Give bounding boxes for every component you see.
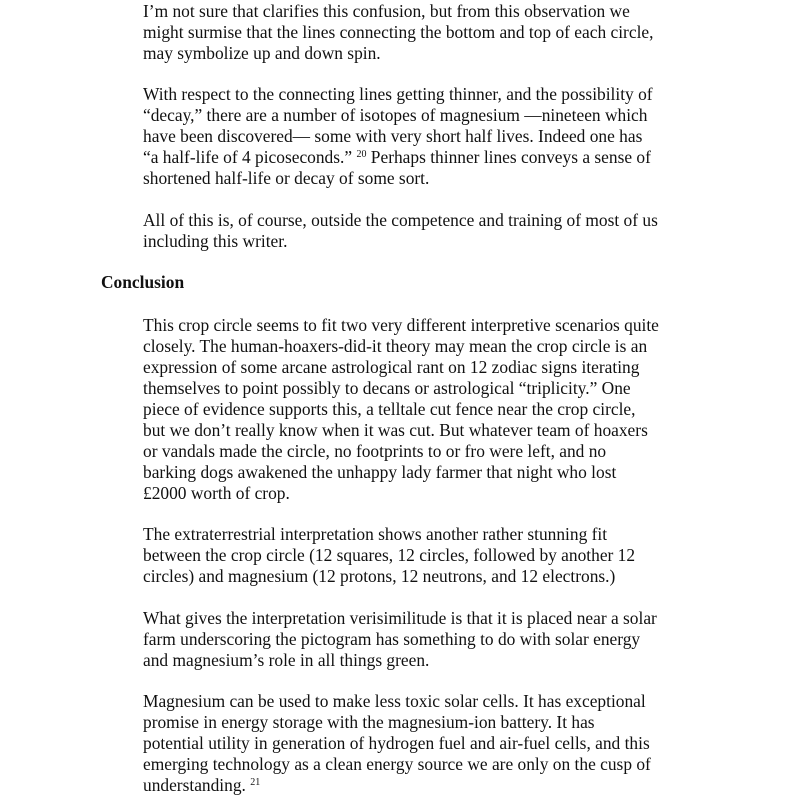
text-line <box>143 775 688 796</box>
section-heading-conclusion: Conclusion <box>101 272 185 292</box>
text-line: between the crop circle (12 squares, 12 circles, followed by another 12 <box>143 545 636 565</box>
text-line: emerging technology as a clean energy source we are only on the cusp of <box>143 754 651 774</box>
paragraph-solar-cells <box>143 691 688 796</box>
text-line: have been discovered— some with very short half lives. Indeed one has <box>143 126 643 146</box>
text-line: or vandals made the circle, no footprints to or fro were left, and no <box>143 441 607 461</box>
footnote-ref-21[interactable]: 21 <box>250 777 261 788</box>
text-line: The extraterrestrial interpretation shows another rather stunning fit <box>143 524 608 544</box>
footnote-ref-20[interactable]: 20 <box>356 149 367 160</box>
text-line: potential utility in generation of hydrogen fuel and air-fuel cells, and this <box>143 733 650 753</box>
text-line: What gives the interpretation verisimilitude is that it is placed near a solar <box>143 608 657 628</box>
text-line: £2000 worth of crop. <box>143 483 290 503</box>
text-segment: understanding. <box>143 775 246 795</box>
text-segment: Perhaps thinner lines conveys a sense of <box>366 147 651 167</box>
text-line: “decay,” there are a number of isotopes of magnesium —nineteen which <box>143 105 648 125</box>
text-line: All of this is, of course, outside the competence and training of most of us <box>143 210 658 230</box>
text-line: This crop circle seems to fit two very different interpretive scenarios quite <box>143 315 659 335</box>
paragraph-decay <box>143 84 688 189</box>
text-line: shortened half-life or decay of some sort. <box>143 168 430 188</box>
text-line: themselves to point possibly to decans or astrological “triplicity.” One <box>143 378 631 398</box>
text-line: may symbolize up and down spin. <box>143 43 381 63</box>
paragraph-hoaxers <box>143 315 688 504</box>
text-line: barking dogs awakened the unhappy lady farmer that night who lost <box>143 462 617 482</box>
text-line: but we don’t really know when it was cut. But whatever team of hoaxers <box>143 420 648 440</box>
text-line: might surmise that the lines connecting the bottom and top of each circle, <box>143 22 654 42</box>
paragraph-extraterrestrial <box>143 524 688 587</box>
text-line: including this writer. <box>143 231 288 251</box>
text-line: promise in energy storage with the magnesium-ion battery. It has <box>143 712 595 732</box>
paragraph-competence <box>143 210 688 252</box>
text-line: expression of some arcane astrological rant on 12 zodiac signs iterating <box>143 357 640 377</box>
text-line: closely. The human-hoaxers-did-it theory may mean the crop circle is an <box>143 336 648 356</box>
text-line: and magnesium’s role in all things green. <box>143 650 430 670</box>
text-line: farm underscoring the pictogram has something to do with solar energy <box>143 629 641 649</box>
text-line: piece of evidence supports this, a telltale cut fence near the crop circle, <box>143 399 636 419</box>
text-line: With respect to the connecting lines getting thinner, and the possibility of <box>143 84 653 104</box>
text-line <box>143 147 688 168</box>
quoted-text: “a half-life of 4 picoseconds.” <box>143 147 353 167</box>
paragraph-spin <box>143 1 688 64</box>
text-line: Magnesium can be used to make less toxic solar cells. It has exceptional <box>143 691 646 711</box>
paragraph-verisimilitude <box>143 608 688 671</box>
text-line: circles) and magnesium (12 protons, 12 neutrons, and 12 electrons.) <box>143 566 616 586</box>
text-line: I’m not sure that clarifies this confusion, but from this observation we <box>143 1 630 21</box>
